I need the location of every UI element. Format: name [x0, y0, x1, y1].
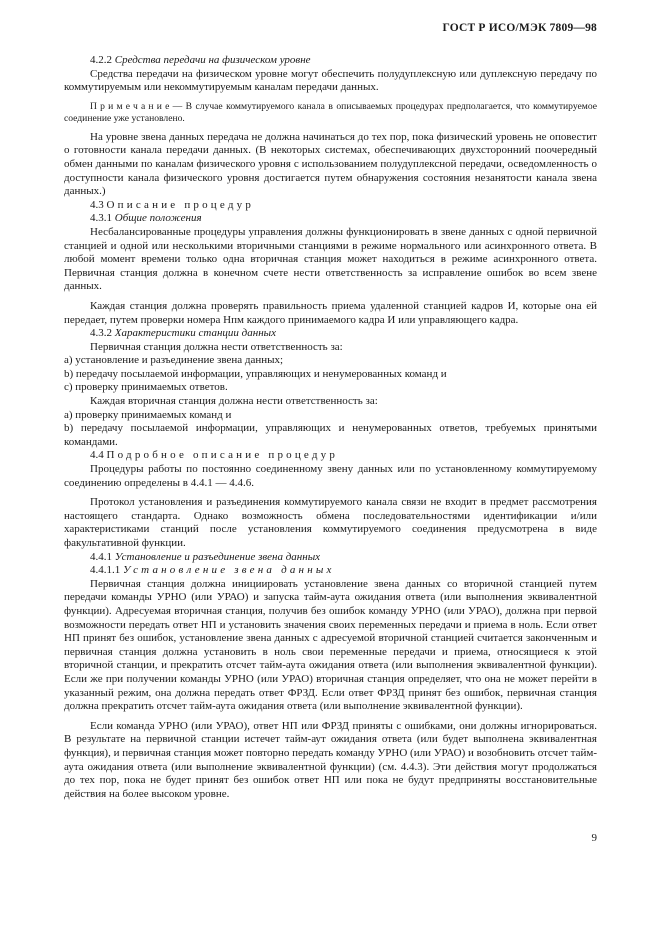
note: [64, 101, 597, 125]
paragraph: Если команда УРНО (или УРАО), ответ НП или ФРЗД приняты с ошибками, они должны игнорироваться. В результате на первичной станции истечет тайм-аут ожидания ответа (или будет выполнена эквивалентная функция), и первичная станция может повторно передать команду УРНО (или УРАО) и возобновить отсчет тайм-аута ожидания ответа (или выполнение эквивалентной функции) (см. 4.4.3). Эти действия могут продолжаться до тех пор, пока не будет принят без ошибок ответ НП или пока не будут предприняты восстановительные действия на более высоком уровне.: [64, 719, 597, 800]
heading-4-4-1: 4.4.1 Установление и разъединение звена данных: [90, 550, 321, 563]
note-text: — В случае коммутируемого канала в описываемых процедурах предполагается, что коммутируемое соединение уже установлено.: [64, 100, 597, 124]
paragraph: Каждая вторичная станция должна нести ответственность за:: [90, 395, 378, 408]
page-header: ГОСТ Р ИСО/МЭК 7809—98: [442, 22, 597, 34]
heading-4-3: 4.3 Описание процедур: [90, 198, 255, 211]
list-item: а) проверку принимаемых команд и: [64, 408, 232, 421]
heading-4-3-2: 4.3.2 Характеристики станции данных: [90, 327, 276, 340]
paragraph: Первичная станция должна инициировать установление звена данных со вторичной станцией путем передачи команды УРНО (или УРАО) и запуска тайм-аута ожидания ответа (или выполнения эквивалентной функции). Адресуемая вторичная станция, получив без ошибок команду УРНО (или УРАО), должна при первой возможности передать ответ НП и установить значения своих переменных передачи и приема в ноль. Если ответ НП принят без ошибок, установление звена данных с адресуемой вторичной станцией считается законченным и первичная станция должна установить в ноль свои переменные передачи и приема, относящиеся к этой вторичной станции, и прекратить отсчет тайм-аута ожидания ответа (или выполнения эквивалентной функции). Если же при получении команды УРНО (или УРАО) вторичная станция определяет, что она не может перейти в указанный режим, она должна передать ответ ФРЗД. Если ответ ФРЗД принят без ошибок, первичная станция должна прекратить отсчет тайм-аута ожидания ответа (или выполнение эквивалентной функции).: [64, 577, 597, 713]
heading-4-2-2: 4.2.2 Средства передачи на физическом уровне: [90, 54, 311, 66]
heading-4-4-1-1: 4.4.1.1 Установление звена данных: [90, 564, 335, 577]
page-number: 9: [591, 832, 597, 844]
paragraph: Протокол установления и разъединения коммутируемого канала связи не входит в предмет рассмотрения настоящего стандарта. Однако возможность обмена последовательностями идентификации и/или характеристиками станций после установления коммутируемого соединения предусмотрена в виде факультативной функции.: [64, 496, 597, 549]
paragraph: Процедуры работы по постоянно соединенному звену данных или по установленному коммутируемому соединению определены в 4.4.1 — 4.4.6.: [64, 463, 597, 489]
note-label: Примечание: [90, 100, 173, 112]
list-item: b) передачу посылаемой информации, управляющих и ненумерованных команд и: [64, 367, 447, 380]
heading-4-3-1: 4.3.1 Общие положения: [90, 212, 202, 225]
paragraph: Первичная станция должна нести ответственность за:: [90, 340, 343, 353]
paragraph: На уровне звена данных передача не должна начинаться до тех пор, пока физический уровень не оповестит о готовности канала передачи данных. (В некоторых системах, обеспечивающих двухсторонний поочередный обмен данными по каналам физического уровня с использованием полудуплексной передачи, осведомленность о доступности канала физического уровня достигается путем обнаружения состояния незанятости канала звена данных.): [64, 130, 597, 198]
paragraph: Средства передачи на физическом уровне могут обеспечить полудуплексную или дуплексную передачу по коммутируемым или некоммутируемым каналам передачи данных.: [64, 67, 597, 94]
list-item: с) проверку принимаемых ответов.: [64, 381, 228, 394]
list-item: а) установление и разъединение звена данных;: [64, 354, 284, 367]
list-item: b) передачу посылаемой информации, управляющих и ненумерованных ответов, требуемых принятыми командами.: [64, 422, 597, 448]
body-text: [64, 54, 597, 801]
paragraph: Каждая станция должна проверять правильность приема удаленной станцией кадров И, которые она ей передает, путем проверки номера Нпм каждого принимаемого кадра И или управляющего кадра.: [64, 299, 597, 326]
heading-4-4: 4.4 Подробное описание процедур: [90, 449, 339, 462]
paragraph: Несбалансированные процедуры управления должны функционировать в звене данных с одной первичной станцией и одной или несколькими вторичными станциями в режиме нормального или асинхронного ответа. В любой момент времени только одна вторичная станция может находиться в режиме асинхронного ответа. Первичная станция должна в конечном счете нести ответственность за исправление ошибок во всем звене данных.: [64, 225, 597, 293]
